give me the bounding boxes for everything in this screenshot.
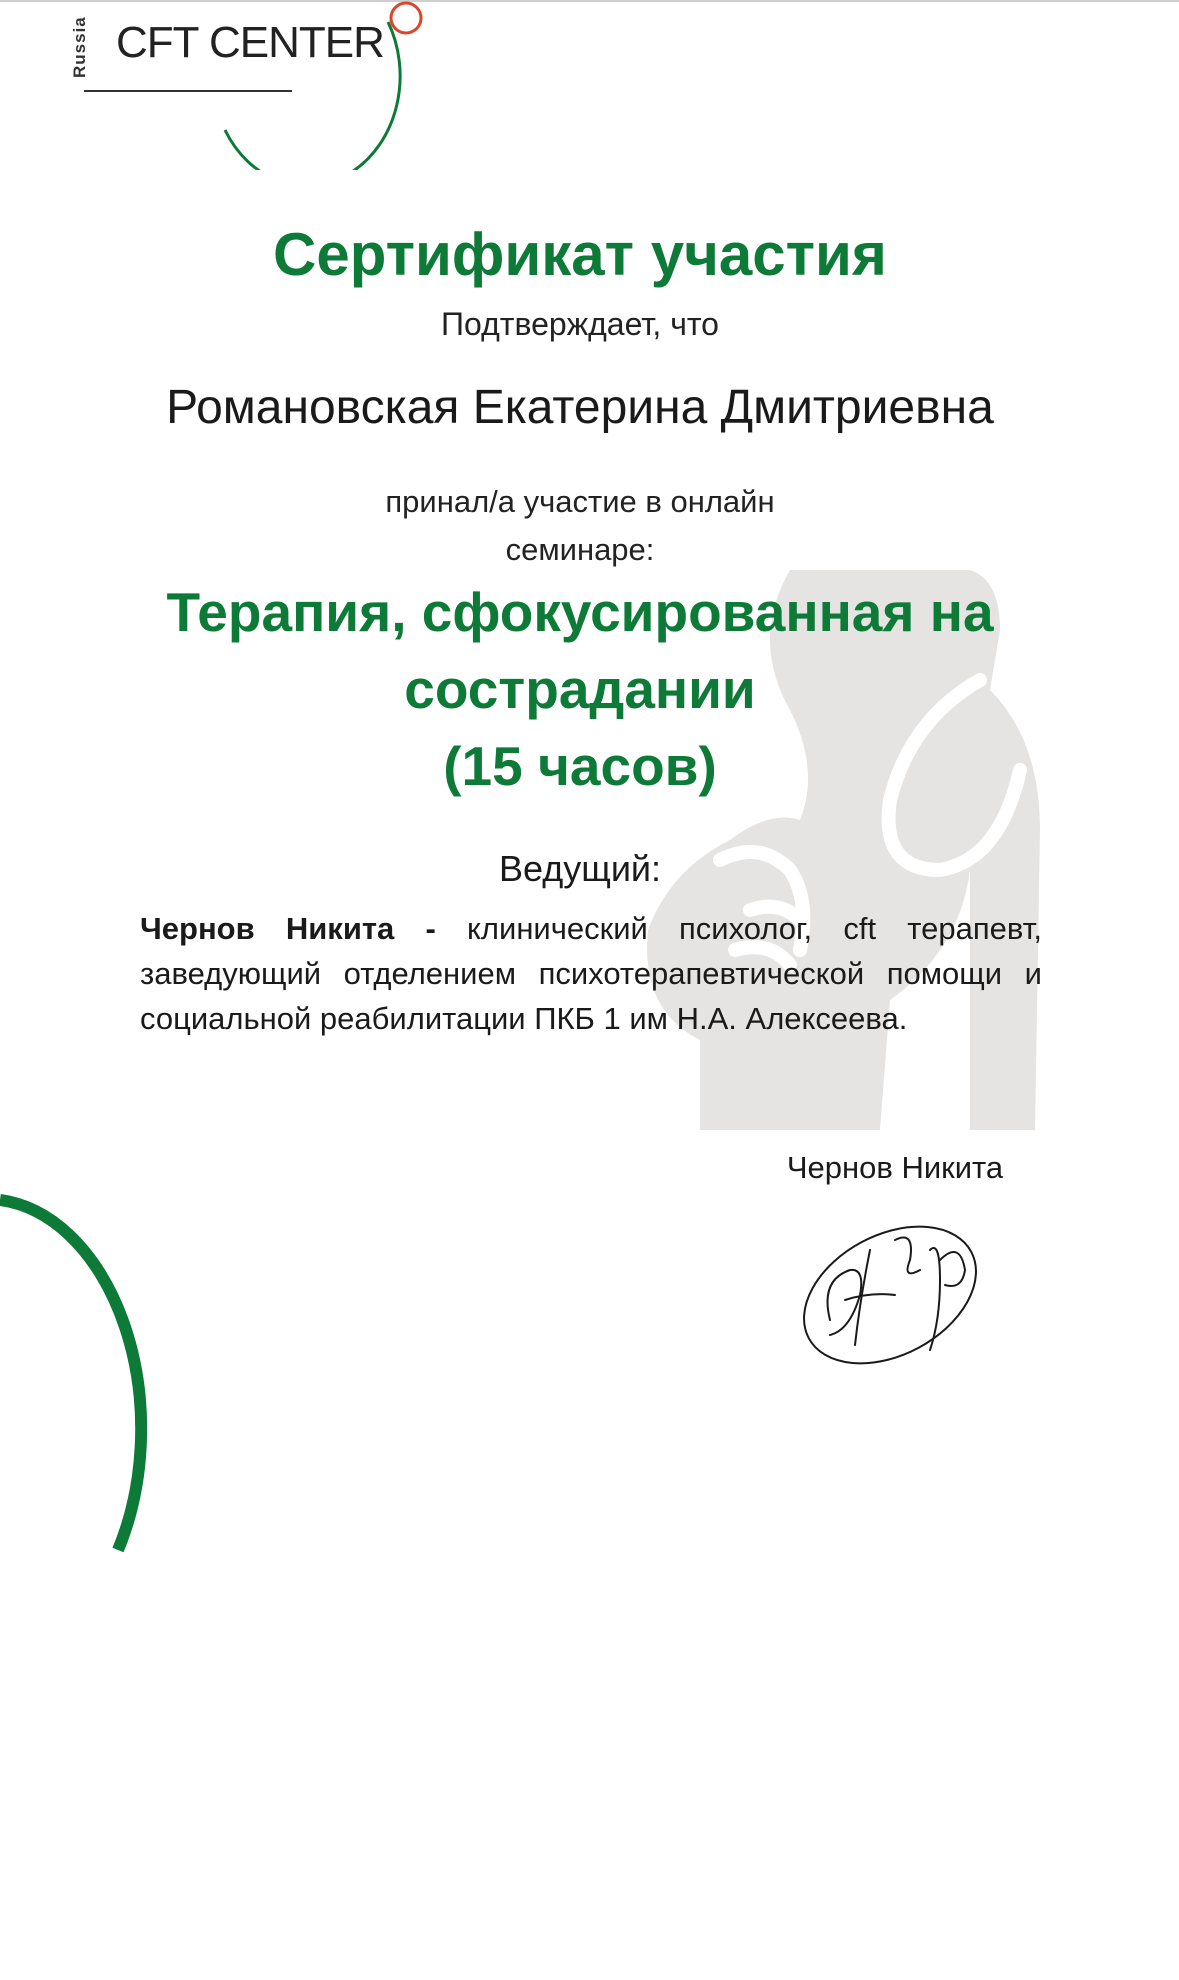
participation-line-1: принал/а участие в онлайн	[385, 484, 775, 519]
logo-underline	[84, 90, 292, 92]
decorative-green-arc	[0, 1180, 200, 1560]
participant-name: Романовская Екатерина Дмитриевна	[166, 381, 994, 434]
seminar-title-line-1: Терапия, сфокусированная на	[166, 581, 994, 643]
cft-center-logo	[40, 0, 440, 170]
certificate-title: Сертификат участия	[273, 221, 887, 288]
host-name: Чернов Никита -	[140, 911, 467, 946]
participation-text	[0, 478, 1160, 574]
confirms-text: Подтверждает, что	[441, 306, 719, 342]
host-description: клинический психолог, cft терапевт, заведующий отделением психотерапевтической помощи и социальной реабилитации ПКБ 1 им Н.А. Алексеева.	[140, 911, 1043, 1036]
seminar-title-line-3: (15 часов)	[443, 735, 717, 797]
handwritten-signature	[790, 1200, 990, 1380]
participation-line-2: семинаре:	[505, 532, 655, 567]
host-label: Ведущий:	[498, 848, 662, 889]
signer-name: Чернов Никита	[786, 1150, 1004, 1185]
host-bio	[140, 906, 1042, 1041]
logo-name: CFT CENTER	[116, 18, 384, 67]
logo-side-text: Russia	[70, 16, 89, 78]
seminar-title-line-2: сострадании	[404, 658, 756, 720]
seminar-title	[60, 574, 1100, 805]
